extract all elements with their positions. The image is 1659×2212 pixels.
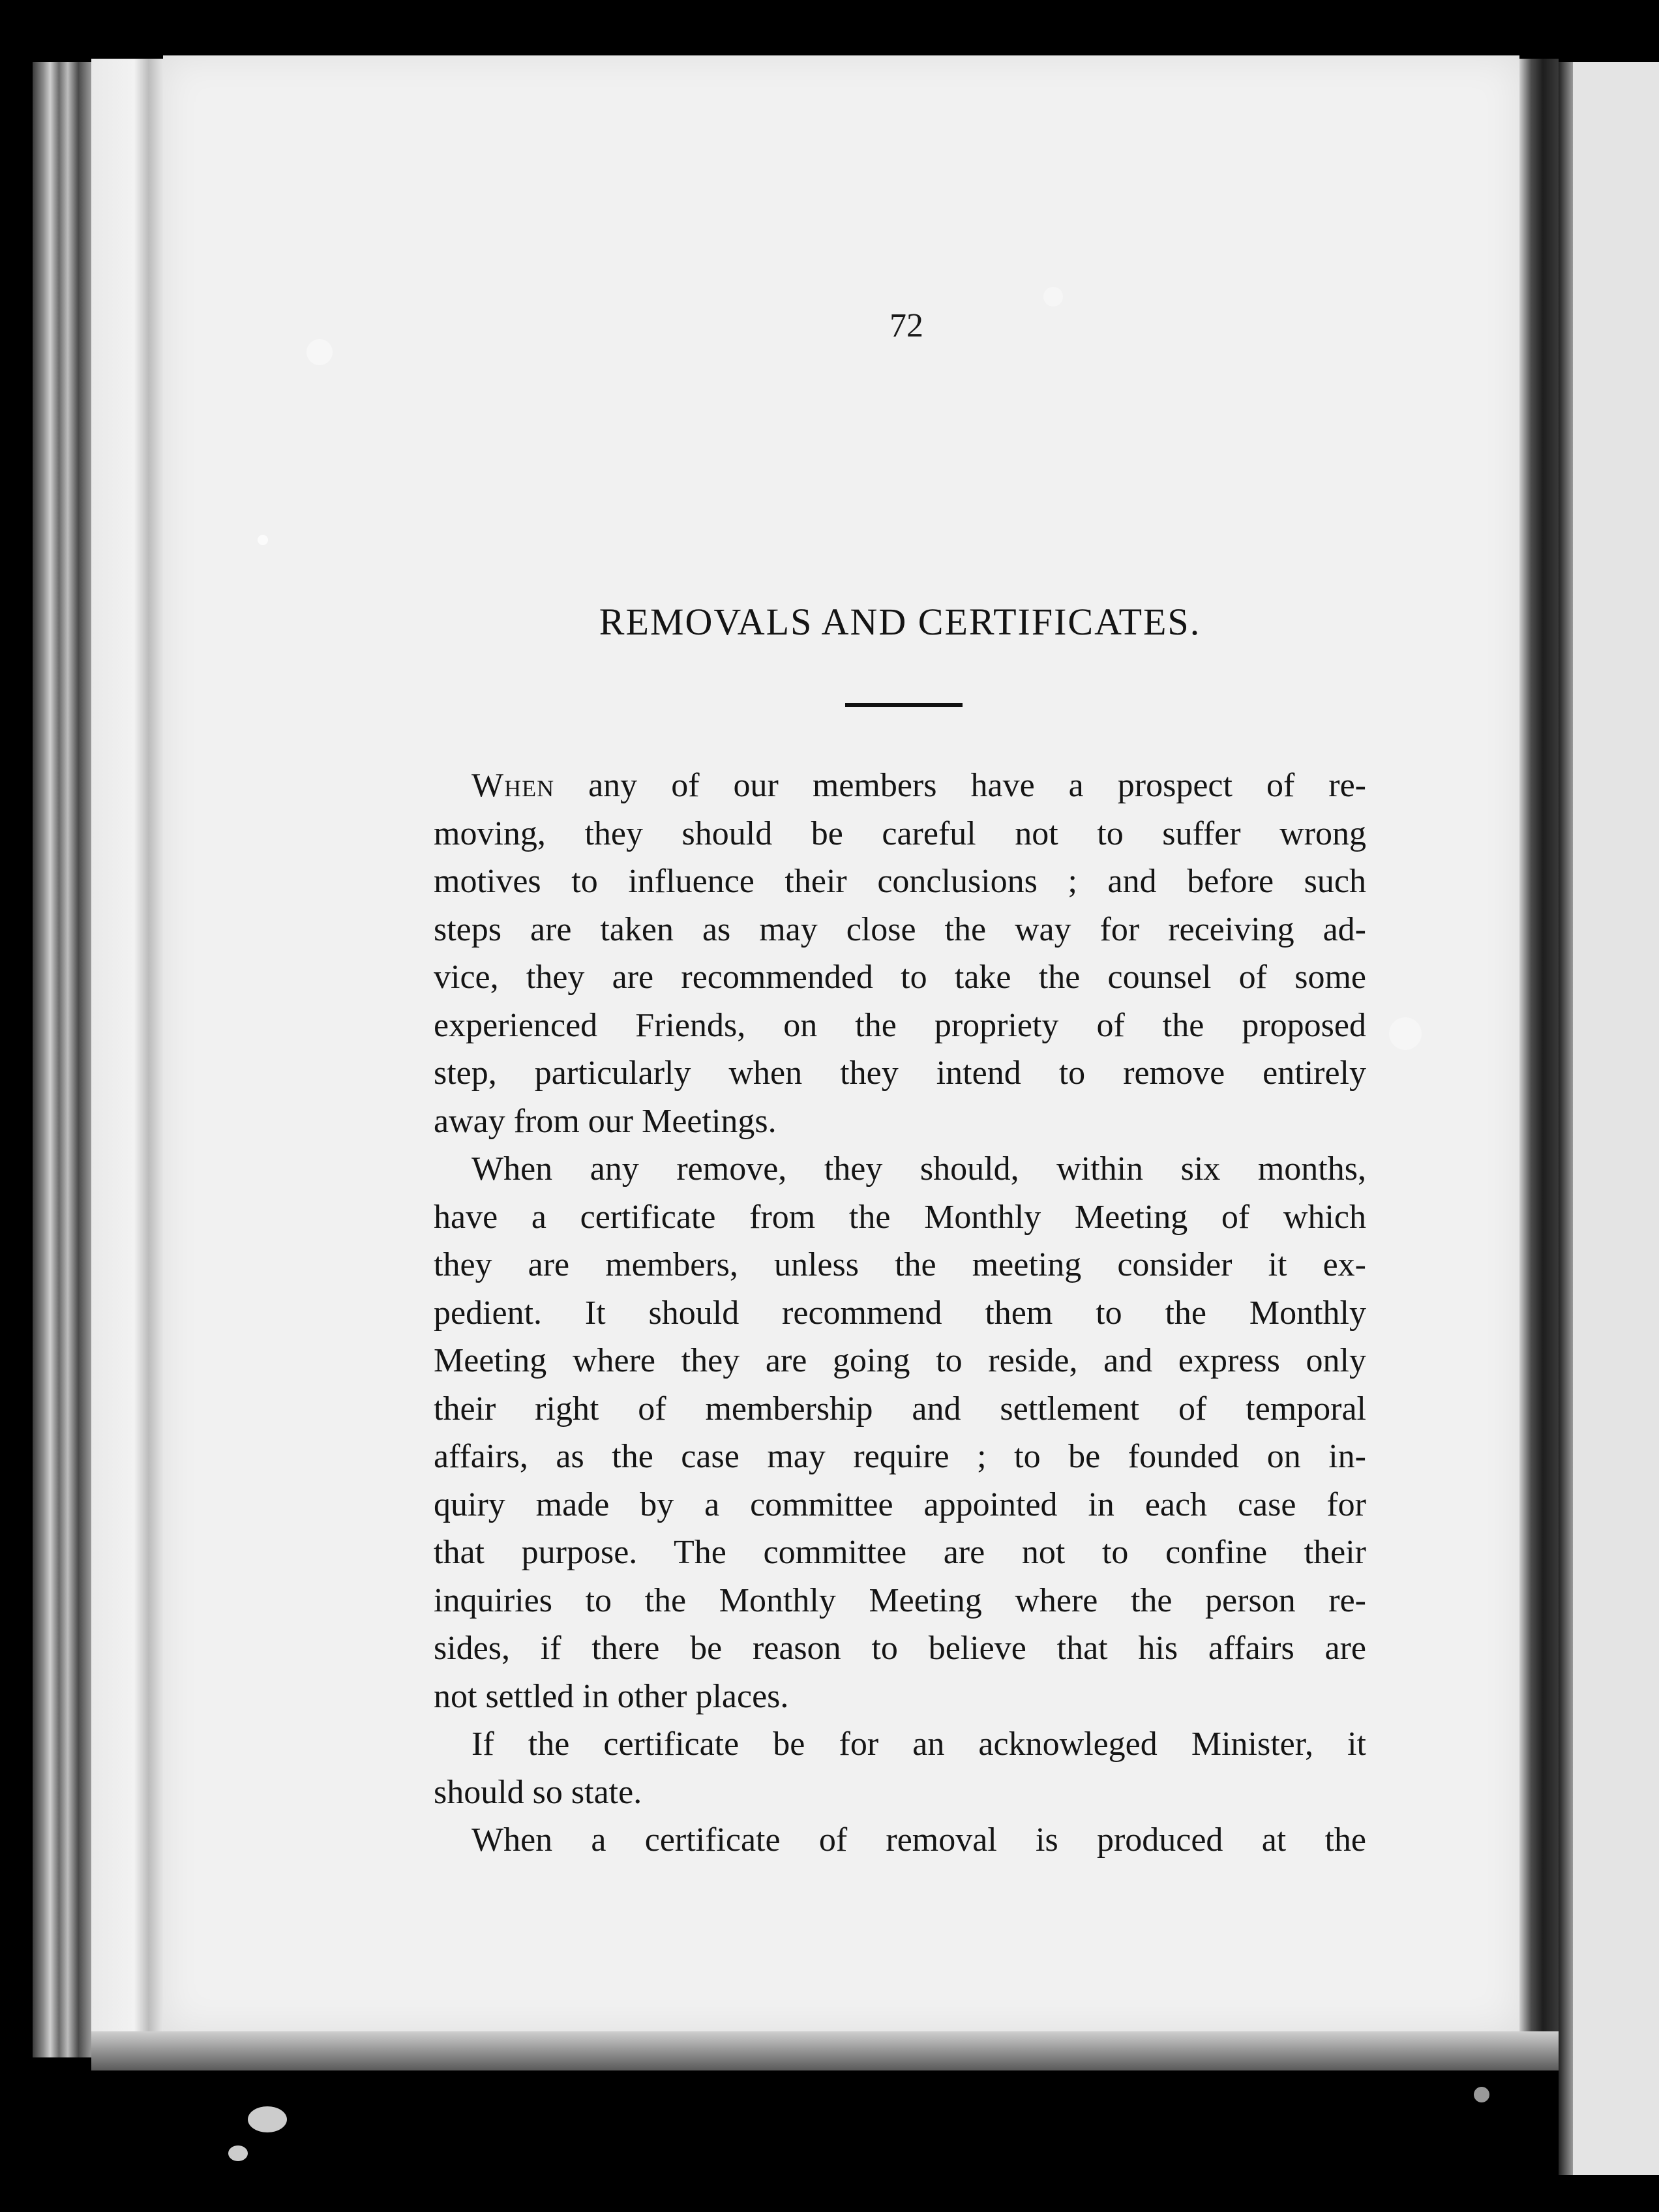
text-line: sides, if there be reason to believe that his affairs are [434,1630,1366,1667]
scan-dust [1043,287,1063,306]
body-text [434,762,1366,1864]
page-gutter-right [1519,59,1559,2048]
text-line: If the certificate be for an acknowleged Minister, it [471,1726,1366,1763]
text-line: vice, they are recommended to take the counsel of some [434,959,1366,996]
scan-dust [1389,1017,1422,1050]
text-line: When a certificate of removal is produced at the [471,1821,1366,1859]
text-line: their right of membership and settlement of temporal [434,1390,1366,1427]
page-gutter-left [91,59,163,2061]
text-line: moving, they should be careful not to suffer wrong [434,815,1366,852]
scan-dust [1474,2087,1489,2102]
text-line: not settled in other places. [434,1677,789,1715]
text-line: affairs, as the case may require ; to be founded on in- [434,1438,1366,1475]
scan-dust [228,2145,248,2161]
text-line: have a certificate from the Monthly Meeting of which [434,1198,1366,1236]
paragraph-lead-word: When [471,767,555,804]
page-bottom-shadow [91,2031,1559,2070]
facing-page-gutter [1559,62,1573,2175]
heading-rule [845,703,963,707]
scan-dust [258,535,268,545]
section-heading: REMOVALS AND CERTIFICATES. [599,601,1201,643]
scan-dust [248,2106,287,2132]
scan-dust [306,339,333,365]
facing-page-edge [1559,62,1659,2175]
text-line: When any remove, they should, within six months, [471,1150,1366,1188]
text-line: quiry made by a committee appointed in each case for [434,1486,1366,1523]
text-line: Meeting where they are going to reside, and express only [434,1342,1366,1379]
text-line: motives to influence their conclusions ; and before such [434,863,1366,900]
page-number: 72 [889,307,923,344]
text-line: should so state. [434,1773,642,1811]
text-line: pedient. It should recommend them to the Monthly [434,1294,1366,1332]
text-line: steps are taken as may close the way for receiving ad- [434,910,1366,948]
text-line: inquiries to the Monthly Meeting where the person re- [434,1581,1366,1619]
text-line: When any of our members have a prospect of re- [471,767,1366,804]
text-line: they are members, unless the meeting consider it ex- [434,1246,1366,1283]
text-line: that purpose. The committee are not to confine their [434,1534,1366,1571]
text-line: away from our Meetings. [434,1102,777,1140]
text-line: experienced Friends, on the propriety of the proposed [434,1006,1366,1044]
text-line: step, particularly when they intend to remove entirely [434,1054,1366,1092]
book-spine-edge [33,62,91,2057]
